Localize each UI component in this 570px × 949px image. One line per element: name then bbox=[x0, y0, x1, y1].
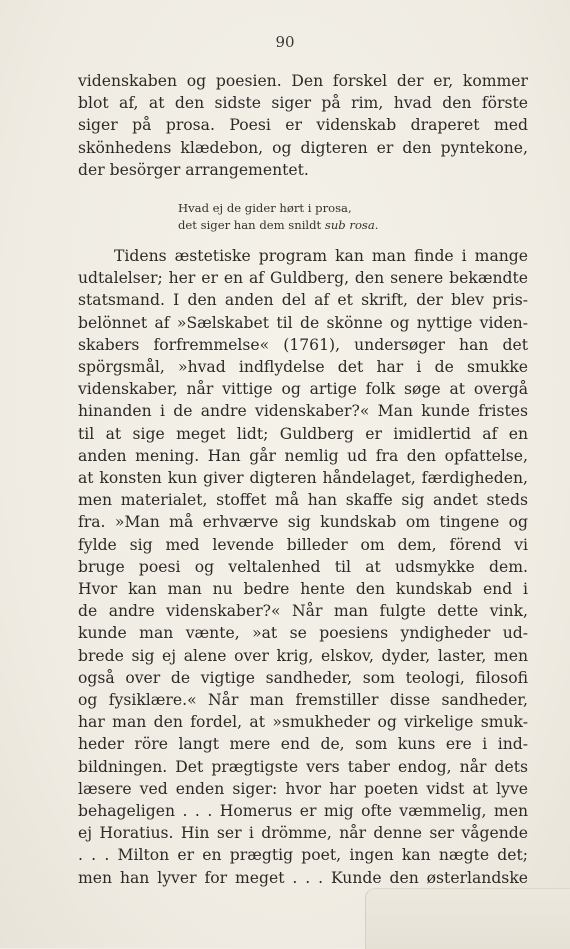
text-line: videnskaben og poesien. Den forskel der er, kommer bbox=[78, 72, 528, 90]
page-fold-corner bbox=[365, 888, 570, 949]
verse-line-1: Hvad ej de gider hørt i prosa, bbox=[178, 201, 352, 215]
text-line: men materialet, stoffet må han skaffe sig andet steds bbox=[78, 491, 528, 510]
paragraph-1 bbox=[78, 70, 528, 181]
text-line: de andre videnskaber?« Når man fulgte dette vink, bbox=[78, 602, 528, 621]
text-line: bruge poesi og veltalenhed til at udsmykke dem. bbox=[78, 557, 528, 576]
text-line: spörgsmål, »hvad indflydelse det har i de smukke bbox=[78, 358, 528, 377]
verse-quote bbox=[178, 200, 378, 233]
text-line: der besörger arrangementet. bbox=[78, 160, 309, 179]
text-line: har man den fordel, at »smukheder og virkelige smuk- bbox=[78, 713, 528, 732]
text-line: men han lyver for meget . . . Kunde den østerlandske bbox=[78, 868, 528, 887]
text-line: heder röre langt mere end de, som kuns ere i ind- bbox=[78, 735, 528, 754]
text-line: siger på prosa. Poesi er videnskab draperet med bbox=[78, 116, 528, 135]
verse-line-2-italic: sub rosa. bbox=[324, 217, 379, 232]
text-line: blot af, at den sidste siger på rim, hvad den förste bbox=[78, 94, 528, 113]
text-line: Tidens æstetiske program kan man finde i mange bbox=[114, 247, 528, 265]
text-line: skönhedens klædebon, og digteren er den pyntekone, bbox=[78, 138, 528, 157]
text-line: udtalelser; her er en af Guldberg, den senere bekændte bbox=[78, 269, 528, 288]
text-line: behageligen . . . Homerus er mig ofte væmmelig, men bbox=[78, 802, 528, 821]
text-line: til at sige meget lidt; Guldberg er imidlertid af en bbox=[78, 424, 528, 443]
text-line: kunde man vænte, »at se poesiens yndigheder ud- bbox=[78, 624, 528, 643]
text-line: skabers forfremmelse« (1761), undersøger han det bbox=[78, 335, 528, 354]
text-line: anden mening. Han går nemlig ud fra den opfattelse, bbox=[78, 446, 528, 465]
text-line: statsmand. I den anden del af et skrift, der blev pris- bbox=[78, 291, 528, 310]
text-line: hinanden i de andre videnskaber?« Man kunde fristes bbox=[78, 402, 528, 421]
verse-line-2 bbox=[178, 217, 378, 234]
text-line: fylde sig med levende billeder om dem, förend vi bbox=[78, 535, 528, 554]
text-line: også over de vigtige sandheder, som teologi, filosofi bbox=[78, 668, 528, 687]
text-line: ej Horatius. Hin ser i drömme, når denne ser vågende bbox=[78, 824, 528, 843]
text-line: læsere ved enden siger: hvor har poeten vidst at lyve bbox=[78, 779, 528, 798]
text-line: fra. »Man må erhværve sig kundskab om tingene og bbox=[78, 513, 528, 532]
text-line: brede sig ej alene over krig, elskov, dyder, laster, men bbox=[78, 646, 528, 665]
verse-line-2-plain: det siger han dem snildt bbox=[178, 217, 325, 232]
text-line: belönnet af »Sælskabet til de skönne og nyttige viden- bbox=[78, 313, 528, 332]
text-line: og fysiklære.« Når man fremstiller disse sandheder, bbox=[78, 691, 528, 710]
text-line: at konsten kun giver digteren håndelaget, færdigheden, bbox=[78, 469, 528, 488]
text-line: videnskaber, når vittige og artige folk søge at overgå bbox=[78, 380, 528, 399]
text-line: . . . Milton er en prægtig poet, ingen kan nægte det; bbox=[78, 846, 528, 865]
page-number: 90 bbox=[275, 33, 295, 51]
text-line: Hvor kan man nu bedre hente den kundskab end i bbox=[78, 580, 528, 599]
paragraph-2 bbox=[78, 245, 528, 889]
text-line: bildningen. Det prægtigste vers taber endog, når dets bbox=[78, 757, 528, 776]
